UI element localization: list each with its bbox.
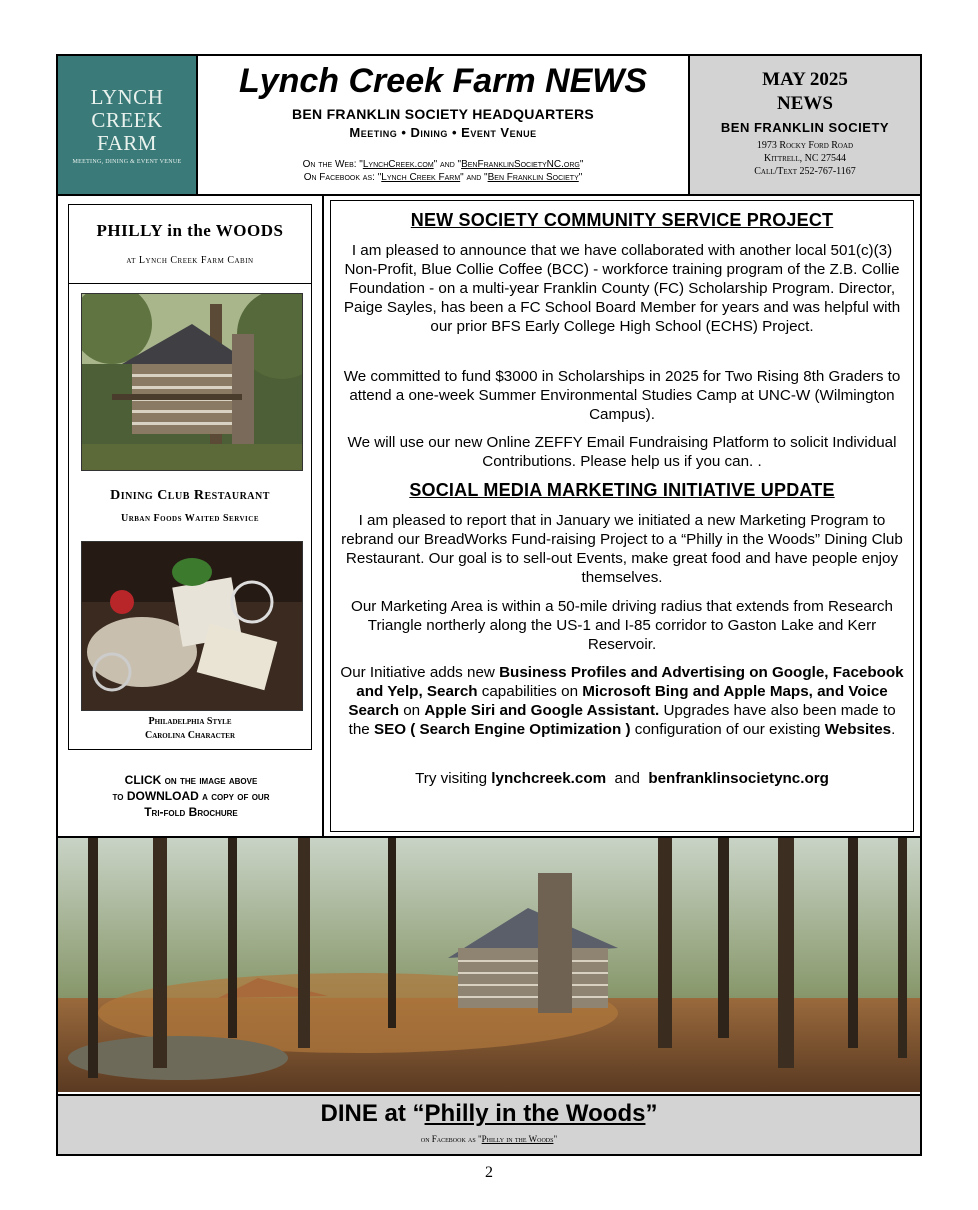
web-mid: " and " — [433, 159, 462, 170]
banner-sub-prefix: on Facebook as " — [420, 1134, 482, 1144]
facebook-links-line — [198, 171, 688, 184]
link-philly-in-the-woods[interactable]: Philly in the Woods — [424, 1100, 646, 1127]
web-prefix: On the Web: " — [302, 159, 363, 170]
address-line2: Kittrell, NC 27544 — [764, 153, 846, 164]
brochure-image[interactable] — [68, 204, 312, 750]
p6-j: Websites — [824, 721, 892, 738]
logo-text: LYNCH CREEK FARM — [90, 85, 164, 155]
p7-c: and — [606, 770, 649, 787]
issue-month-text: MAY 2025 — [762, 69, 848, 90]
brochure-urban-line: Urban Foods Waited Service — [120, 513, 260, 524]
brochure-title: PHILLY in the WOODS — [96, 221, 284, 240]
p6-e: on — [399, 702, 425, 719]
brochure-philly-lines — [69, 715, 311, 743]
paragraph-zeffy: We will use our new Online ZEFFY Email Fundraising Platform to solicit Individual Contributions. Please help us if you can. . — [347, 434, 897, 470]
link-fb-lynch-creek-farm[interactable]: Lynch Creek Farm — [381, 172, 461, 183]
forest-cabin-photo — [58, 838, 920, 1092]
banner-title — [58, 1100, 920, 1128]
p6-h: SEO ( Search Engine Optimization ) — [373, 721, 631, 738]
paragraph-scholarships: We committed to fund $3000 in Scholarships in 2025 for Two Rising 8th Graders to attend a one-week Summer Environmental Studies Camp at UNC-W (Wilmington Campus). — [343, 368, 901, 423]
cabin-photo — [81, 293, 303, 471]
newsletter-title: Lynch Creek Farm NEWS — [238, 62, 648, 100]
page-number: 2 — [485, 1164, 493, 1181]
paragraph-try-visiting — [337, 769, 907, 788]
p6-d: Microsoft Bing and Apple Maps, and Voice Search — [348, 683, 888, 719]
newsletter-header — [196, 56, 690, 194]
issue-address — [690, 139, 920, 178]
download-brochure-note[interactable] — [60, 772, 322, 820]
fb-suffix: " — [578, 172, 583, 183]
phone-line: Call/Text 252-767-1167 — [754, 166, 856, 177]
address-line1: 1973 Rocky Ford Road — [756, 140, 854, 151]
header-venue-line: Meeting • Dining • Event Venue — [349, 125, 537, 140]
link-fb-philly-in-the-woods[interactable]: Philly in the Woods — [481, 1134, 554, 1144]
p6-a: Our Initiative adds new — [340, 664, 500, 681]
issue-box — [690, 56, 920, 194]
heading-community-service: NEW SOCIETY COMMUNITY SERVICE PROJECT — [410, 210, 834, 230]
forest-photo-art — [58, 838, 920, 1092]
p7-a: Try visiting — [415, 770, 492, 787]
link-lynchcreek-com[interactable]: lynchcreek.com — [491, 770, 607, 787]
banner-facebook-line — [58, 1134, 920, 1144]
issue-month — [690, 68, 920, 116]
click-line1: CLICK on the image above — [124, 773, 258, 787]
brochure-subtitle: at Lynch Creek Farm Cabin — [126, 255, 254, 266]
link-fb-ben-franklin-society[interactable]: Ben Franklin Society — [487, 172, 579, 183]
table-photo-art — [82, 542, 302, 710]
dine-banner — [58, 1094, 920, 1154]
fb-prefix: On Facebook as: " — [303, 172, 382, 183]
brochure-dining-heading: Dining Club Restaurant — [110, 488, 270, 503]
web-links-line — [198, 158, 688, 171]
main-article — [330, 200, 914, 832]
paragraph-marketing-area: Our Marketing Area is within a 50-mile driving radius that extends from Research Triangle northerly along the US-1 and I-85 corridor to Gaston Lake and Kerr Reservoir. — [351, 598, 893, 653]
paragraph-initiative — [337, 663, 907, 739]
link-benfranklinsociety[interactable]: BenFranklinSocietyNC.org — [461, 159, 580, 170]
banner-sub-suffix: " — [553, 1134, 558, 1144]
issue-label: NEWS — [777, 93, 833, 114]
carolina-character: Carolina Character — [144, 730, 236, 741]
farm-logo[interactable] — [58, 56, 196, 194]
p6-i: configuration of our existing — [630, 721, 825, 738]
heading-social-media: SOCIAL MEDIA MARKETING INITIATIVE UPDATE — [409, 480, 835, 500]
click-line3: Tri-fold Brochure — [144, 805, 238, 819]
fb-mid: " and " — [460, 172, 488, 183]
cabin-photo-art — [82, 294, 302, 470]
p6-b: Business Profiles and Advertising on Google, Facebook and Yelp, Search — [356, 664, 904, 700]
web-suffix: " — [579, 159, 584, 170]
banner-title-prefix: DINE at “ — [320, 1100, 425, 1127]
brochure-divider — [69, 283, 311, 284]
header-subtitle: BEN FRANKLIN SOCIETY HEADQUARTERS — [291, 106, 595, 122]
banner-title-suffix: ” — [645, 1100, 658, 1127]
click-line2: to DOWNLOAD a copy of our — [112, 789, 270, 803]
link-lynchcreek[interactable]: LynchCreek.com — [362, 159, 434, 170]
paragraph-marketing-program: I am pleased to report that in January we initiated a new Marketing Program to rebrand our BreadWorks Fund-raising Project to a “Philly in the Woods” Dining Club Restaurant. Our goal is to sell-out Events, make great food and have people enjoy themselves. — [341, 512, 903, 586]
table-setting-photo — [81, 541, 303, 711]
link-benfranklinsocietync-org[interactable]: benfranklinsocietync.org — [648, 770, 829, 787]
p6-f: Apple Siri and Google Assistant. — [424, 702, 660, 719]
paragraph-collaboration: I am pleased to announce that we have collaborated with another local 501(c)(3) Non-Profit, Blue Collie Coffee (BCC) - workforce training program of the Z.B. Collie Foundation - on a multi-year Franklin County (FC) Scholarship Program. Director, Paige Sayles, has been a FC School Board Member for years and was helpful with our prior BFS Early College High School (ECHS) Project. — [343, 242, 901, 335]
philadelphia-style: Philadelphia Style — [148, 716, 232, 727]
logo-tagline: MEETING, DINING & EVENT VENUE — [72, 159, 182, 165]
p6-c: capabilities on — [477, 683, 583, 700]
issue-org: BEN FRANKLIN SOCIETY — [720, 120, 890, 135]
p6-g: Upgrades have also been made to the — [348, 702, 896, 738]
p6-k: . — [891, 721, 896, 738]
header-links — [198, 158, 688, 184]
